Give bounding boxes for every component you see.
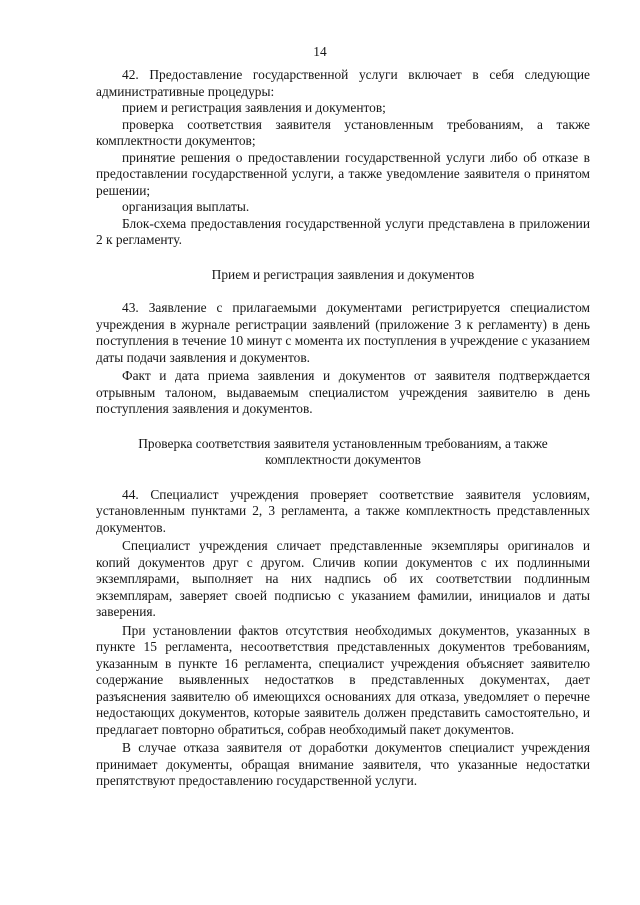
procedure-item-payment: организация выплаты. xyxy=(122,199,250,214)
paragraph-43-receipt: Факт и дата приема заявления и документов от заявителя подтверждается отрывным талоном, выдаваемым специалистом учреждения заявителю в день поступления заявления и документов. xyxy=(96,368,590,416)
procedure-item-decision: принятие решения о предоставлении государственной услуги либо об отказе в предоставлении государственной услуги, а также уведомление заявителя о принятом решении; xyxy=(96,149,590,198)
procedure-item-verification: проверка соответствия заявителя установленным требованиям, а также комплектности документов; xyxy=(96,116,590,148)
procedure-item-reception: прием и регистрация заявления и документов; xyxy=(122,100,386,115)
page-number: 14 xyxy=(313,44,327,59)
paragraph-44-copies: Специалист учреждения сличает представленные экземпляры оригиналов и копий документов друг с другом. Сличив копии документов с их подлинными экземплярами, выполняет на них надпись об их соответствии подлинным экземплярам, заверяет своей подписью с указанием фамилии, инициалов и даты заверения. xyxy=(96,538,590,619)
paragraph-43: 43. Заявление с прилагаемыми документами регистрируется специалистом учреждения в журнале регистрации заявлений (приложение 3 к регламенту) в день поступления в течение 10 минут с момента их поступления в учреждение с указанием даты подачи заявления и документов. xyxy=(96,300,590,365)
section-heading-verification: Проверка соответствия заявителя установленным требованиям, а также комплектности документов xyxy=(138,435,548,467)
paragraph-flowchart-note: Блок-схема предоставления государственной услуги представлена в приложении 2 к регламенту. xyxy=(96,215,590,247)
paragraph-42-intro: 42. Предоставление государственной услуги включает в себя следующие административные процедуры: xyxy=(96,67,590,99)
section-heading-reception: Прием и регистрация заявления и документов xyxy=(211,266,475,282)
document-body xyxy=(96,67,590,790)
paragraph-44: 44. Специалист учреждения проверяет соответствие заявителя условиям, установленным пунктами 2, 3 регламента, а также комплектность представленных документов. xyxy=(96,486,590,535)
paragraph-44-refusal: В случае отказа заявителя от доработки документов специалист учреждения принимает документы, обращая внимание заявителя, что указанные недостатки препятствуют предоставлению государственной услуги. xyxy=(96,740,590,788)
paragraph-44-missing-documents: При установлении фактов отсутствия необходимых документов, указанных в пункте 15 регламента, несоответствия представленных документов требованиям, указанным в пункте 16 регламента, специалист учреждения объясняет заявителю содержание выявленных недостатков в представленных документах, дает разъяснения заявителю об имеющихся основаниях для отказа, уведомляет о перечне недостающих документов, которые заявитель должен представить самостоятельно, и предлагает повторно обратиться, собрав необходимый пакет документов. xyxy=(96,622,590,737)
